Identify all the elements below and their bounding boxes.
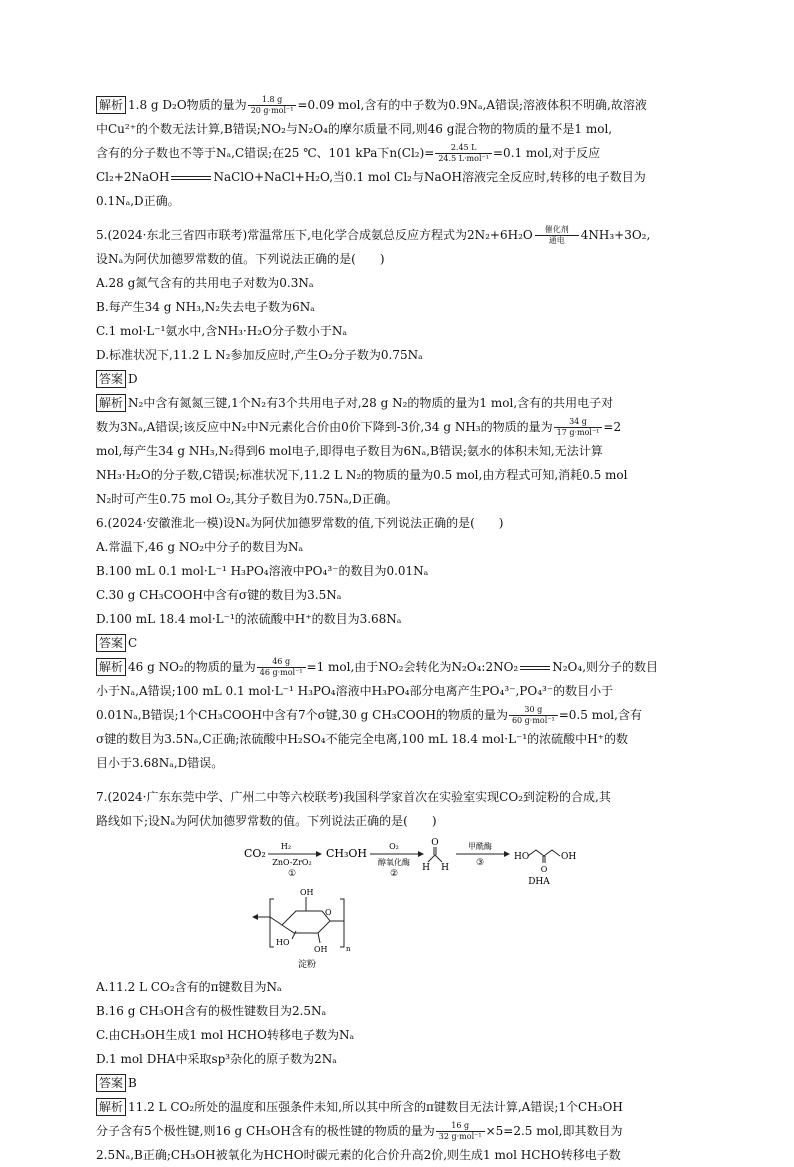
svg-text:①: ① <box>287 869 297 879</box>
text-line: 0.01Nₐ,B错误;1个CH₃COOH中含有7个σ键,30 g CH₃COOH的物质的量为 $\frac{30 g}{\text{60 g·mol⁻¹}}$ =0.5 mol,含有 <box>96 705 642 725</box>
fraction: $\frac{34 g}{\text{17 g·mol⁻¹}}$ <box>554 417 603 438</box>
text-line: 分子含有5个极性键,则16 g CH₃OH含有的极性键的物质的量为 $\frac{16 g}{\text{32 g·mol⁻¹}}$ ×5=2.5 mol,即其数目为 <box>96 1121 623 1141</box>
svg-text:HO: HO <box>276 938 290 947</box>
text-line: 小于Nₐ,A错误;100 mL 0.1 mol·L⁻¹ H₃PO₄溶液中H₃PO₄部分电离产生PO₄³⁻,PO₄³⁻的数目小于 <box>96 684 614 698</box>
co2-label: CO₂ <box>244 847 266 860</box>
svg-text:H₂: H₂ <box>280 842 292 851</box>
svg-text:n: n <box>346 945 351 953</box>
arrow-1-head <box>316 851 322 857</box>
answer-tag: 答案 <box>96 634 126 652</box>
arrow-3-head <box>504 851 510 857</box>
answer-tag: 答案 <box>96 1074 126 1092</box>
analysis-line <box>96 93 700 117</box>
option-a: A.常温下,46 g NO₂中分子的数目为Nₐ <box>96 540 304 554</box>
answer-value: C <box>128 636 138 650</box>
equals-sign <box>171 176 211 180</box>
equilibrium-sign <box>520 666 550 670</box>
analysis-line: 解析 11.2 L CO₂所处的温度和压强条件未知,所以其中所含的π键数目无法计算,A错误;1个CH₃OH <box>96 1095 700 1119</box>
option-c: C.30 g CH₃COOH中含有σ键的数目为3.5Nₐ <box>96 588 342 602</box>
text-line: mol,每产生34 g NH₃,N₂得到6 mol电子,即得电子数目为6Nₐ,B错误;氨水的体积未知,无法计算 <box>96 444 603 458</box>
text-line: 中Cu²⁺的个数无法计算,B错误;NO₂与N₂O₄的摩尔质量不同,则46 g混合物的物质的量不是1 mol, <box>96 122 613 136</box>
fraction: $\frac{30 g}{\text{60 g·mol⁻¹}}$ <box>509 705 558 726</box>
option-d: D.标准状况下,11.2 L N₂参加反应时,产生O₂分子数为0.75Nₐ <box>96 348 423 362</box>
fraction: $\frac{46 g}{\text{46 g·mol⁻¹}}$ <box>257 657 306 678</box>
question-5-stem: 设Nₐ为阿伏加德罗常数的值。下列说法正确的是( ) <box>96 252 385 266</box>
answer-value: B <box>128 1076 137 1090</box>
option-b: B.100 mL 0.1 mol·L⁻¹ H₃PO₄溶液中PO₄³⁻的数目为0.01Nₐ <box>96 564 429 578</box>
dha-skeleton <box>528 850 560 856</box>
fraction: $\frac{16 g}{\text{32 g·mol⁻¹}}$ <box>436 1121 485 1142</box>
option-b: B.每产生34 g NH₃,N₂失去电子数为6Nₐ <box>96 300 315 314</box>
svg-text:②: ② <box>389 869 399 879</box>
bracket-left <box>270 899 274 947</box>
answer-line <box>96 367 700 391</box>
glucose-ring <box>282 911 330 933</box>
arrow-2-head <box>418 851 424 857</box>
text: =0.09 mol,含有的中子数为0.9Nₐ,A错误;溶液体积不明确,故溶液 <box>297 98 647 112</box>
svg-text:DHA: DHA <box>528 877 550 887</box>
option-a: A.28 g氮气含有的共用电子对数为0.3Nₐ <box>96 276 314 290</box>
svg-text:O₂: O₂ <box>389 842 399 851</box>
synthesis-scheme <box>96 835 700 975</box>
svg-text:醇氧化酶: 醇氧化酶 <box>378 858 410 867</box>
fraction: $\frac{2.45 L}{\text{24.5 L·mol⁻¹}}$ <box>435 143 492 164</box>
analysis-tag: 解析 <box>96 658 126 676</box>
text-line: NH₃·H₂O的分子数,C错误;标准状况下,11.2 L N₂的物质的量为0.5 mol,由方程式可知,消耗0.5 mol <box>96 468 628 482</box>
page-content <box>96 93 700 1167</box>
question-5-stem: 5.(2024·东北三省四市联考)常温常压下,电化学合成氨总反应方程式为2N₂+6H₂O 催化剂 通电 4NH₃+3O₂, <box>96 225 651 245</box>
option-b: B.16 g CH₃OH含有的极性键数目为2.5Nₐ <box>96 1004 327 1018</box>
answer-line <box>96 631 700 655</box>
analysis-tag: 解析 <box>96 394 126 412</box>
question-6-stem: 6.(2024·安徽淮北一模)设Nₐ为阿伏加德罗常数的值,下列说法正确的是( ) <box>96 516 504 530</box>
answer-value: D <box>128 372 138 386</box>
text-line: σ键的数目为3.5Nₐ,C正确;浓硫酸中H₂SO₄不能完全电离,100 mL 18.4 mol·L⁻¹的浓硫酸中H⁺的数 <box>96 732 628 746</box>
option-c: C.1 mol·L⁻¹氨水中,含NH₃·H₂O分子数小于Nₐ <box>96 324 348 338</box>
svg-text:H: H <box>422 863 430 873</box>
text: 1.8 g D₂O物质的量为 <box>128 98 247 112</box>
option-c: C.由CH₃OH生成1 mol HCHO转移电子数为Nₐ <box>96 1028 355 1042</box>
option-d: D.100 mL 18.4 mol·L⁻¹的浓硫酸中H⁺的数目为3.68Nₐ <box>96 612 402 626</box>
scheme-svg <box>96 835 700 975</box>
text-line: 含有的分子数也不等于Nₐ,C错误;在25 ℃、101 kPa下n(Cl₂)= $\frac{2.45 L}{\text{24.5 L·mol⁻¹}}$ =0.1 mol,对于反应 <box>96 143 601 163</box>
svg-text:OH: OH <box>300 888 314 897</box>
svg-text:OH: OH <box>561 852 577 862</box>
question-7-stem: 7.(2024·广东东莞中学、广州二中等六校联考)我国科学家首次在实验室实现CO₂到淀粉的合成,其 <box>96 790 611 804</box>
bracket-right <box>340 899 344 947</box>
svg-text:HO: HO <box>514 852 530 862</box>
svg-text:ZnO-ZrO₂: ZnO-ZrO₂ <box>272 858 312 867</box>
answer-tag: 答案 <box>96 370 126 388</box>
svg-text:③: ③ <box>475 858 485 868</box>
analysis-line: 解析 N₂中含有氮氮三键,1个N₂有3个共用电子对,28 g N₂的物质的量为1 mol,含有的共用电子对 <box>96 391 700 415</box>
text-line: 目小于3.68Nₐ,D错误。 <box>96 756 224 770</box>
fraction: $\frac{1.8 g}{\text{20 g·mol⁻¹}}$ <box>248 95 297 116</box>
ch3oh-label: CH₃OH <box>326 847 368 860</box>
svg-text:OH: OH <box>314 945 328 954</box>
text-line: 0.1Nₐ,D正确。 <box>96 194 180 208</box>
analysis-tag: 解析 <box>96 1098 126 1116</box>
text-line: N₂时可产生0.75 mol O₂,其分子数目为0.75Nₐ,D正确。 <box>96 492 398 506</box>
reaction-condition: 催化剂 通电 <box>535 225 579 246</box>
text-line: 数为3Nₐ,A错误;该反应中N₂中N元素化合价由0价下降到-3价,34 g NH₃的物质的量为 $\frac{34 g}{\text{17 g·mol⁻¹}}$ =2 <box>96 417 622 437</box>
svg-text:H: H <box>441 863 449 873</box>
analysis-line: 解析 46 g NO₂的物质的量为 $\frac{46 g}{\text{46 g·mol⁻¹}}$ =1 mol,由于NO₂会转化为N₂O₄:2NO₂ N₂O₄,则分子的数目 <box>96 655 700 679</box>
svg-text:O: O <box>325 908 332 917</box>
formaldehyde-o: O <box>431 838 439 848</box>
analysis-tag: 解析 <box>96 96 126 114</box>
text-line: Cl₂+2NaOH NaClO+NaCl+H₂O,当0.1 mol Cl₂与NaOH溶液完全反应时,转移的电子数目为 <box>96 170 646 184</box>
option-d: D.1 mol DHA中采取sp³杂化的原子数为2Nₐ <box>96 1052 337 1066</box>
svg-text:甲酰酶: 甲酰酶 <box>468 842 492 851</box>
text-line: 2.5Nₐ,B正确;CH₃OH被氧化为HCHO时碳元素的化合价升高2价,则生成1 mol HCHO转移电子数 <box>96 1148 621 1162</box>
question-7-stem: 路线如下;设Nₐ为阿伏加德罗常数的值。下列说法正确的是( ) <box>96 814 437 828</box>
option-a: A.11.2 L CO₂含有的π键数目为Nₐ <box>96 980 282 994</box>
starch-label: 淀粉 <box>297 960 317 970</box>
answer-line <box>96 1071 700 1095</box>
svg-text:O: O <box>540 865 548 874</box>
